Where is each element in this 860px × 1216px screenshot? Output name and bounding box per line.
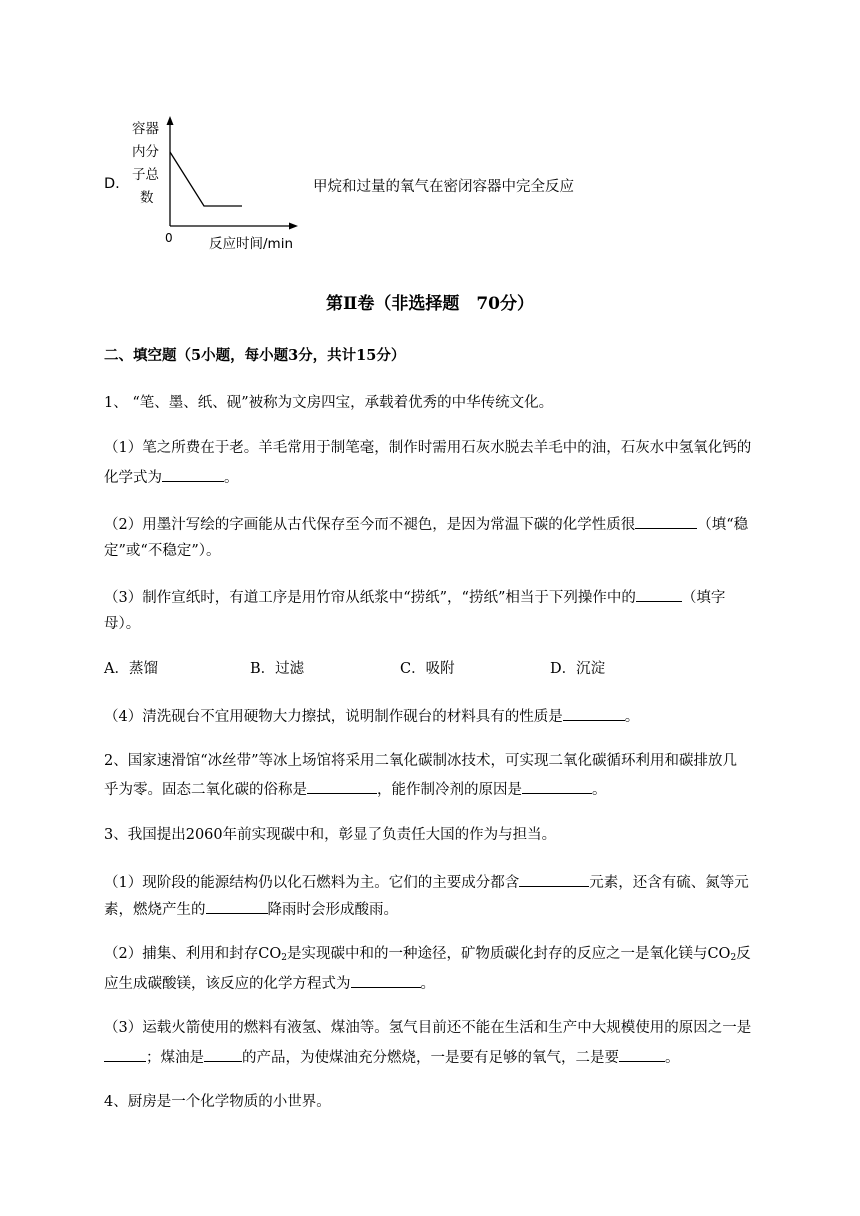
q3-p3-end: 。 — [665, 1050, 680, 1066]
graph-origin: 0 — [165, 231, 173, 245]
section-heading: 二、填空题（5小题，每小题3分，共计15分） — [104, 347, 406, 364]
option-d-letter: D. — [104, 176, 120, 192]
q3-stem: 3、我国提出2060年前实现碳中和，彰显了负责任大国的作为与担当。 — [104, 827, 557, 843]
q2-text-a: 乎为零。固态二氧化碳的俗称是 — [104, 782, 307, 798]
q2-blank-2 — [522, 778, 592, 794]
q1-p4-text: （4）清洗砚台不宜用硬物大力擦拭，说明制作砚台的材料具有的性质是 — [104, 709, 563, 725]
q3-p2-text-b: 是实现碳中和的一种途径，矿物质碳化封存的反应之一是氧化镁与CO — [286, 946, 731, 962]
q1-p3-line2: 母）。 — [104, 616, 141, 632]
q1-p2-line1 — [104, 513, 748, 535]
q1-option-b: B．过滤 — [250, 661, 305, 677]
graph-ylabel-line-2: 内分 — [132, 144, 159, 160]
q3-p1-text-b: 元素，还含有硫、氮等元 — [589, 875, 749, 891]
q1-p1-blank — [162, 466, 224, 482]
section-title: 第Ⅱ卷（非选择题 70分） — [326, 294, 534, 314]
graph-x-arrow — [289, 223, 298, 230]
q1-p2-end: （填“稳 — [697, 517, 749, 533]
graph-y-arrow — [167, 116, 174, 125]
q1-p3-line1 — [104, 586, 725, 608]
option-d-description: 甲烷和过量的氧气在密闭容器中完全反应 — [313, 179, 574, 195]
q3-p2-line2 — [104, 972, 435, 994]
q3-p3-text-a: ；煤油是 — [146, 1050, 204, 1066]
q3-p2-blank — [351, 972, 421, 988]
q1-p4 — [104, 705, 639, 727]
graph-curve — [170, 152, 242, 206]
q3-p1-text-d: 降雨时会形成酸雨。 — [267, 902, 398, 918]
q1-p4-blank — [563, 705, 625, 721]
graph-ylabel-line-1: 容器 — [132, 121, 159, 137]
q1-stem: 1、 “笔、墨、纸、砚”被称为文房四宝，承载着优秀的中华传统文化。 — [104, 395, 554, 411]
q1-p2-line2: 定”或“不稳定”）。 — [104, 543, 221, 559]
q3-p3-line1: （3）运载火箭使用的燃料有液氢、煤油等。氢气目前还不能在生活和生产中大规模使用的原因之一是 — [104, 1020, 752, 1036]
q3-p1-blank-1 — [519, 871, 589, 887]
q2-blank-1 — [307, 778, 377, 794]
q1-p1-line1: （1）笔之所费在于老。羊毛常用于制笔毫，制作时需用石灰水脱去羊毛中的油，石灰水中氢氧化钙的 — [104, 440, 752, 456]
q1-p3-text: （3）制作宣纸时，有道工序是用竹帘从纸浆中“捞纸”，“捞纸”相当于下列操作中的 — [104, 590, 636, 606]
q1-p1-line2 — [104, 466, 239, 488]
q3-p2-end: 。 — [420, 976, 435, 992]
q2-line2 — [104, 778, 607, 800]
q3-p1-text-a: （1）现阶段的能源结构仍以化石燃料为主。它们的主要成分都含 — [104, 875, 520, 891]
q1-option-c: C．吸附 — [400, 661, 455, 677]
q1-p3-end: （填字 — [681, 590, 726, 606]
q3-p1-line1 — [104, 871, 749, 893]
q2-line1: 2、国家速滑馆“冰丝带”等冰上场馆将采用二氧化碳制冰技术，可实现二氧化碳循环利用和碳排放几 — [104, 753, 738, 769]
q3-p3-blank-3 — [619, 1046, 665, 1062]
q3-p2-text-c: 反 — [736, 946, 751, 962]
q1-p2-blank — [635, 513, 697, 529]
q1-option-a: A．蒸馏 — [104, 661, 158, 677]
q1-p3-blank — [636, 586, 682, 602]
q3-p3-blank-1 — [104, 1046, 146, 1062]
q1-p1-end: 。 — [224, 470, 239, 486]
q3-p1-blank-2 — [206, 898, 268, 914]
q3-p3-blank-2 — [204, 1046, 242, 1062]
q2-end: 。 — [592, 782, 607, 798]
q3-p2-text-a: （2）捕集、利用和封存CO — [104, 946, 282, 962]
graph-ylabel-line-4: 数 — [140, 190, 154, 206]
q1-p2-text: （2）用墨汁写绘的字画能从古代保存至今而不褪色，是因为常温下碳的化学性质很 — [104, 517, 636, 533]
q1-p1-text: 化学式为 — [104, 470, 162, 486]
co2-subscript-1: 2 — [281, 953, 287, 963]
co2-subscript-2: 2 — [730, 953, 737, 963]
graph-xlabel: 反应时间/min — [209, 236, 294, 252]
graph-axes — [128, 112, 308, 252]
q3-p1-line2 — [104, 898, 398, 920]
q4-stem: 4、厨房是一个化学物质的小世界。 — [104, 1094, 331, 1110]
q3-p2-line1 — [104, 944, 751, 968]
q3-p3-text-b: 的产品，为使煤油充分燃烧，一是要有足够的氧气，二是要 — [242, 1050, 619, 1066]
q3-p2-text-d: 应生成碳酸镁，该反应的化学方程式为 — [104, 976, 351, 992]
q3-p3-line2 — [104, 1046, 680, 1068]
option-d-graph — [128, 112, 308, 252]
q1-p4-end: 。 — [624, 709, 640, 725]
q1-option-d: D．沉淀 — [550, 661, 606, 677]
q3-p1-text-c: 素，燃烧产生的 — [104, 902, 206, 918]
graph-ylabel-line-3: 子总 — [132, 167, 159, 183]
q2-text-b: ，能作制冷剂的原因是 — [377, 782, 522, 798]
